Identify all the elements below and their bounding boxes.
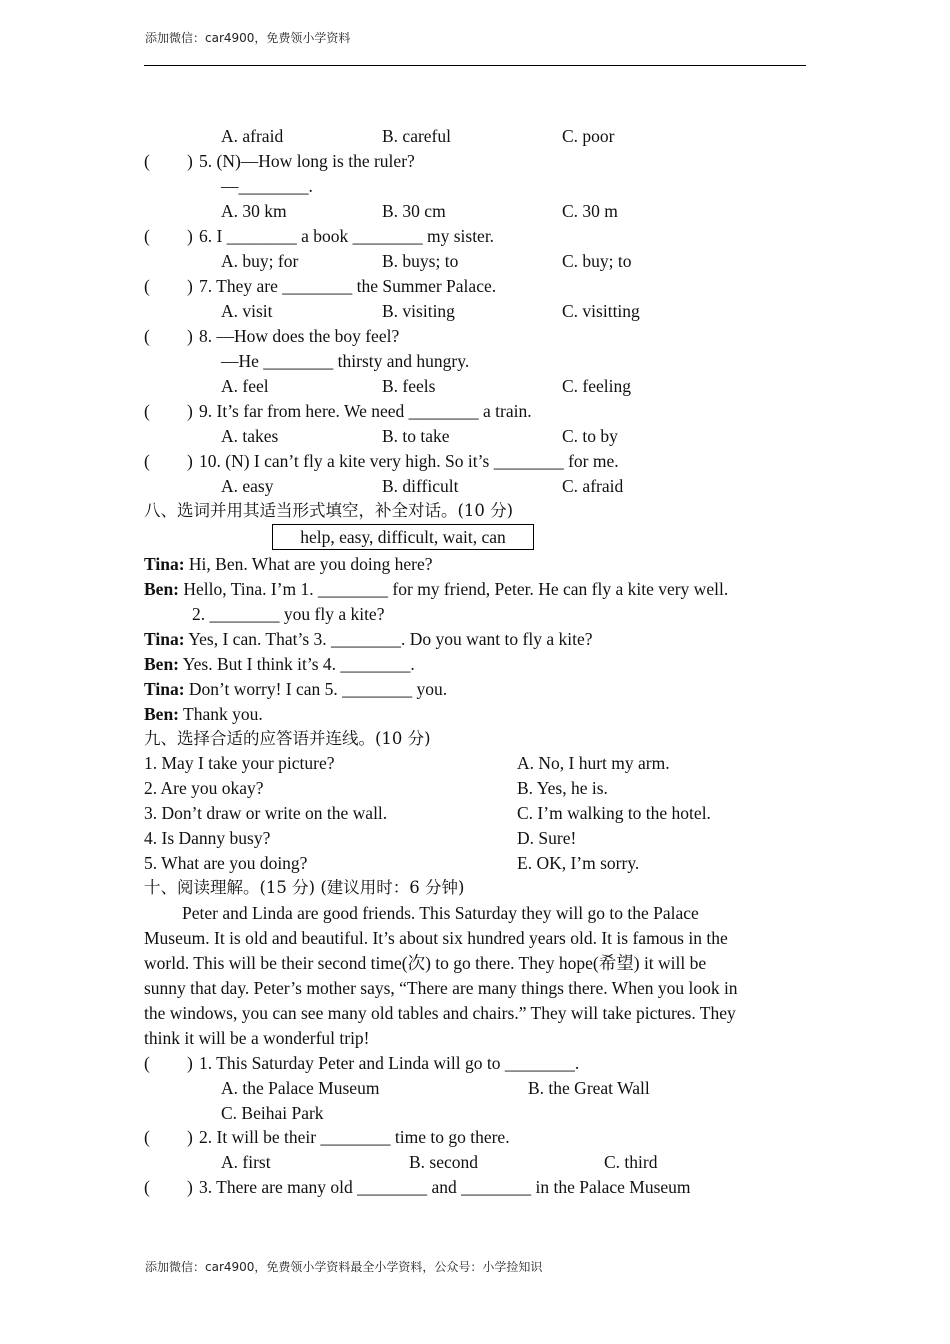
option: C. feeling xyxy=(562,376,632,396)
answer-bracket-open: ( xyxy=(144,226,150,246)
option: B. second xyxy=(409,1152,479,1172)
passage-text: think it will be a wonderful trip! xyxy=(144,1028,370,1048)
option: A. first xyxy=(221,1152,271,1172)
section-title: 八、选词并用其适当形式填空，补全对话。(10 分) xyxy=(144,501,514,520)
section-title: 十、阅读理解。(15 分) (建议用时：6 分钟) xyxy=(144,878,465,897)
option: B. visiting xyxy=(382,301,455,321)
header-rule xyxy=(144,65,806,66)
option: C. afraid xyxy=(562,476,624,496)
answer-line: —________. xyxy=(221,176,313,196)
question-stem: 6. I ________ a book ________ my sister. xyxy=(199,226,495,246)
match-left-item: 5. What are you doing? xyxy=(144,853,308,873)
answer-bracket-open: ( xyxy=(144,326,150,346)
option: B. feels xyxy=(382,376,436,396)
option: C. visitting xyxy=(562,301,640,321)
match-right-item: E. OK, I’m sorry. xyxy=(517,853,640,873)
speaker: Ben: xyxy=(144,704,179,724)
page-footer: 添加微信：car4900，免费领小学资料最全小学资料，公众号：小学捡知识 xyxy=(145,1260,543,1274)
dialogue-text: Yes, I can. That’s 3. ________. Do you want to fly a kite? xyxy=(184,629,593,649)
answer-bracket-close: ) xyxy=(187,1127,193,1147)
answer-bracket-close: ) xyxy=(187,151,193,171)
question-stem: 2. It will be their ________ time to go there. xyxy=(199,1127,510,1147)
option: A. takes xyxy=(221,426,279,446)
question-stem: 10. (N) I can’t fly a kite very high. So it’s ________ for me. xyxy=(199,451,619,471)
option: C. 30 m xyxy=(562,201,618,221)
option: C. poor xyxy=(562,126,615,146)
answer-bracket-close: ) xyxy=(187,1177,193,1197)
answer-bracket-open: ( xyxy=(144,1177,150,1197)
option: C. third xyxy=(604,1152,658,1172)
option: C. to by xyxy=(562,426,618,446)
option: A. easy xyxy=(221,476,274,496)
passage-text: Museum. It is old and beautiful. It’s about six hundred years old. It is famous in the xyxy=(144,928,728,948)
option: A. feel xyxy=(221,376,269,396)
passage-text: sunny that day. Peter’s mother says, “There are many things there. When you look in xyxy=(144,978,738,998)
match-right-item: B. Yes, he is. xyxy=(517,778,608,798)
dialogue-text: 2. ________ you fly a kite? xyxy=(192,604,385,624)
match-right-item: D. Sure! xyxy=(517,828,577,848)
dialogue-text: Thank you. xyxy=(179,704,263,724)
question-stem: 3. There are many old ________ and ________ in the Palace Museum xyxy=(199,1177,691,1197)
option: A. 30 km xyxy=(221,201,287,221)
option: B. the Great Wall xyxy=(528,1078,650,1098)
passage-text: the windows, you can see many old tables and chairs.” They will take pictures. They xyxy=(144,1003,736,1023)
answer-bracket-close: ) xyxy=(187,451,193,471)
speaker: Tina: xyxy=(144,629,185,649)
dialogue-text: Hi, Ben. What are you doing here? xyxy=(184,554,433,574)
page-header: 添加微信：car4900，免费领小学资料 xyxy=(145,31,351,45)
dialogue-text: Don’t worry! I can 5. ________ you. xyxy=(184,679,448,699)
speaker: Ben: xyxy=(144,579,179,599)
answer-bracket-close: ) xyxy=(187,326,193,346)
option: B. buys; to xyxy=(382,251,459,271)
dialogue-text: Yes. But I think it’s 4. ________. xyxy=(179,654,415,674)
passage-text: Peter and Linda are good friends. This Saturday they will go to the Palace xyxy=(182,903,699,923)
match-left-item: 1. May I take your picture? xyxy=(144,753,335,773)
option: A. visit xyxy=(221,301,273,321)
match-left-item: 3. Don’t draw or write on the wall. xyxy=(144,803,388,823)
speaker: Tina: xyxy=(144,679,185,699)
match-left-item: 2. Are you okay? xyxy=(144,778,264,798)
answer-bracket-open: ( xyxy=(144,151,150,171)
question-stem: 5. (N)—How long is the ruler? xyxy=(199,151,415,171)
option: A. afraid xyxy=(221,126,284,146)
word-bank-box: help, easy, difficult, wait, can xyxy=(272,524,534,550)
speaker: Ben: xyxy=(144,654,179,674)
match-right-item: A. No, I hurt my arm. xyxy=(517,753,670,773)
option: A. the Palace Museum xyxy=(221,1078,380,1098)
question-stem: 7. They are ________ the Summer Palace. xyxy=(199,276,497,296)
answer-bracket-close: ) xyxy=(187,401,193,421)
section-title: 九、选择合适的应答语并连线。(10 分) xyxy=(144,729,431,748)
answer-bracket-open: ( xyxy=(144,276,150,296)
question-stem: 9. It’s far from here. We need ________ a train. xyxy=(199,401,532,421)
answer-bracket-open: ( xyxy=(144,401,150,421)
option: B. 30 cm xyxy=(382,201,446,221)
option: C. Beihai Park xyxy=(221,1103,324,1123)
question-stem: 1. This Saturday Peter and Linda will go to ________. xyxy=(199,1053,580,1073)
option: C. buy; to xyxy=(562,251,632,271)
option: B. difficult xyxy=(382,476,459,496)
answer-bracket-close: ) xyxy=(187,1053,193,1073)
option: B. careful xyxy=(382,126,451,146)
answer-line: —He ________ thirsty and hungry. xyxy=(221,351,470,371)
answer-bracket-open: ( xyxy=(144,1127,150,1147)
option: A. buy; for xyxy=(221,251,299,271)
answer-bracket-open: ( xyxy=(144,1053,150,1073)
passage-text: world. This will be their second time(次) to go there. They hope(希望) it will be xyxy=(144,953,707,973)
speaker: Tina: xyxy=(144,554,185,574)
match-left-item: 4. Is Danny busy? xyxy=(144,828,271,848)
option: B. to take xyxy=(382,426,450,446)
answer-bracket-open: ( xyxy=(144,451,150,471)
match-right-item: C. I’m walking to the hotel. xyxy=(517,803,711,823)
question-stem: 8. —How does the boy feel? xyxy=(199,326,400,346)
answer-bracket-close: ) xyxy=(187,276,193,296)
answer-bracket-close: ) xyxy=(187,226,193,246)
dialogue-text: Hello, Tina. I’m 1. ________ for my friend, Peter. He can fly a kite very well. xyxy=(179,579,729,599)
